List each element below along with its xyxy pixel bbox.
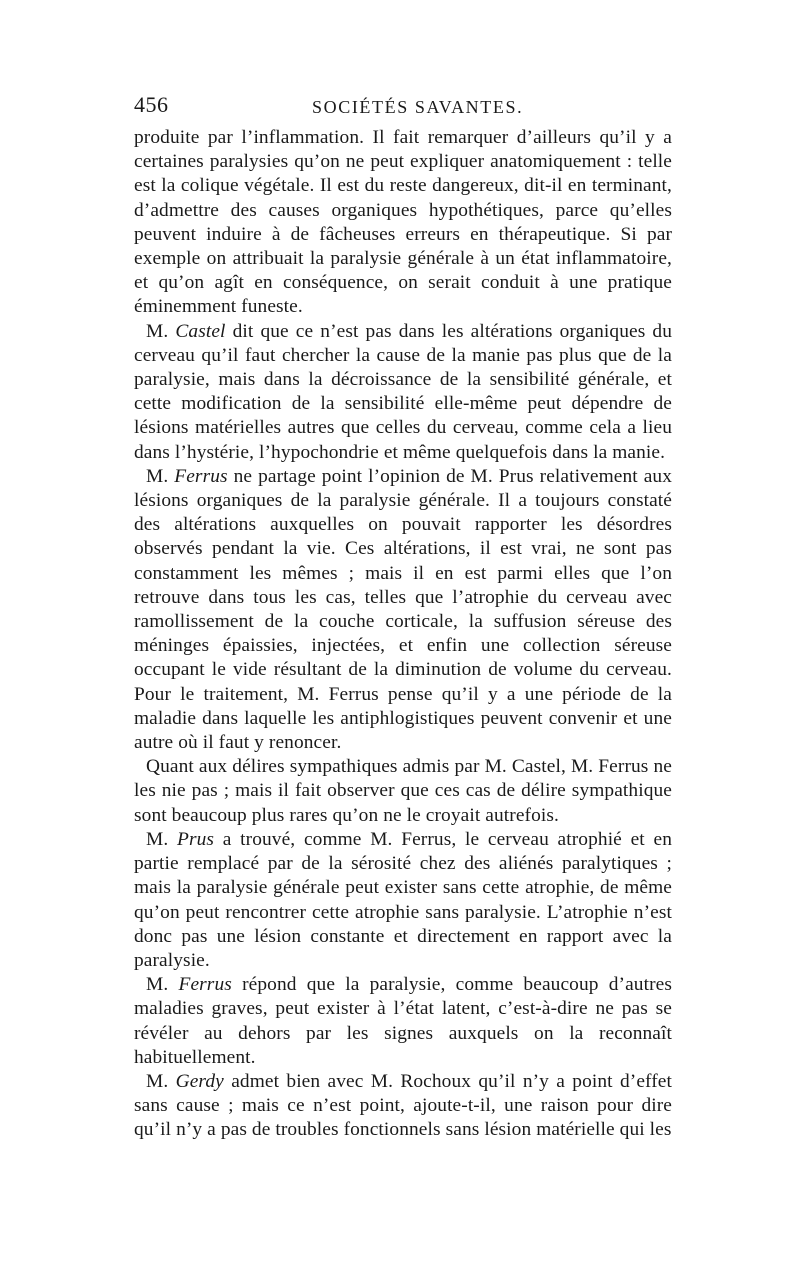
speaker-name: Ferrus [178,974,232,996]
paragraph-text: répond que la paralysie, comme beaucoup d’autres maladies graves, peut exister à l’état latent, c’est-à-dire ne pas se révéler au dehors par les signes auxquels on la reconnaît habituellement. [134,974,672,1068]
paragraph-castel [134,320,672,465]
paragraph-text: a trouvé, comme M. Ferrus, le cerveau atrophié et en partie remplacé par de la sérosité chez des aliénés paralytiques ; mais la paralysie générale peut exister sans cette atrophie, de même qu’on peut rencontrer cette atrophie sans paralysie. L’atrophie n’est donc pas une lésion constante et directement en rapport avec la paralysie. [134,828,672,971]
speaker-prefix: M. [146,320,169,342]
paragraph-text: Quant aux délires sympathiques admis par M. Castel, M. Ferrus ne les nie pas ; mais il fait observer que ces cas de délire sympathique sont beaucoup plus rares qu’on ne le croyait autrefois. [134,756,672,826]
paragraph-text: ne partage point l’opinion de M. Prus relativement aux lésions organiques de la paralysie générale. Il a toujours constaté des altérations auxquelles on pouvait rapporter les désordres observés pendant la vie. Ces altérations, il est vrai, ne sont pas constamment les mêmes ; mais il en est parmi elles que l’on retrouve dans tous les cas, telles que l’atrophie du cerveau avec ramollissement de la couche corticale, la suffusion séreuse des méninges épaissies, injectées, et enfin une collection séreuse occupant le vide résultant de la diminution de volume du cerveau. Pour le traitement, M. Ferrus pense qu’il y a une période de la maladie dans laquelle les antiphlogistiques peuvent convenir et une autre où il faut y renoncer. [134,465,672,754]
speaker-name: Castel [175,320,226,342]
speaker-prefix: M. [146,465,169,487]
speaker-prefix: M. [146,974,169,996]
speaker-name: Prus [177,828,215,850]
paragraph-ferrus-reply [134,973,672,1070]
paragraph-prus [134,828,672,973]
paragraph-text: admet bien avec M. Rochoux qu’il n’y a point d’effet sans cause ; mais ce n’est point, ajoute-t-il, une raison pour dire qu’il n’y a pas de troubles fonctionnels sans lésion matérielle qui les [134,1070,673,1141]
paragraph-ferrus [134,465,672,755]
paragraph-gerdy [134,1070,672,1143]
speaker-name: Gerdy [175,1070,224,1092]
running-title: SOCIÉTÉS SAVANTES. [312,97,524,117]
paragraph-text: dit que ce n’est pas dans les altérations organiques du cerveau qu’il faut chercher la cause de la manie pas plus que de la paralysie, mais dans la décroissance de la sensibilité générale, et cette modification de la sensibilité elle-même peut dépendre de lésions matérielles autres que celles du cerveau, comme cela a lieu dans l’hystérie, l’hypochondrie et même quelquefois dans la manie. [134,320,672,463]
paragraph-delires [134,755,672,828]
running-head [134,92,672,126]
body-text [134,126,672,1143]
book-page [134,92,672,1143]
speaker-name: Ferrus [174,465,228,487]
speaker-prefix: M. [146,1070,169,1092]
paragraph-continuation [134,126,672,320]
page-number: 456 [134,92,169,117]
speaker-prefix: M. [146,828,169,850]
paragraph-text: produite par l’inflammation. Il fait remarquer d’ailleurs qu’il y a certaines paralysies qu’on ne peut expliquer anatomiquement : telle est la colique végétale. Il est du reste dangereux, dit-il en terminant, d’admettre des causes organiques hypothétiques, parce qu’elles peuvent induire à de fâcheuses erreurs en thérapeutique. Si par exemple on attribuait la paralysie générale à un état inflammatoire, et qu’on agît en conséquence, on serait conduit à une pratique éminemment funeste. [134,127,672,318]
